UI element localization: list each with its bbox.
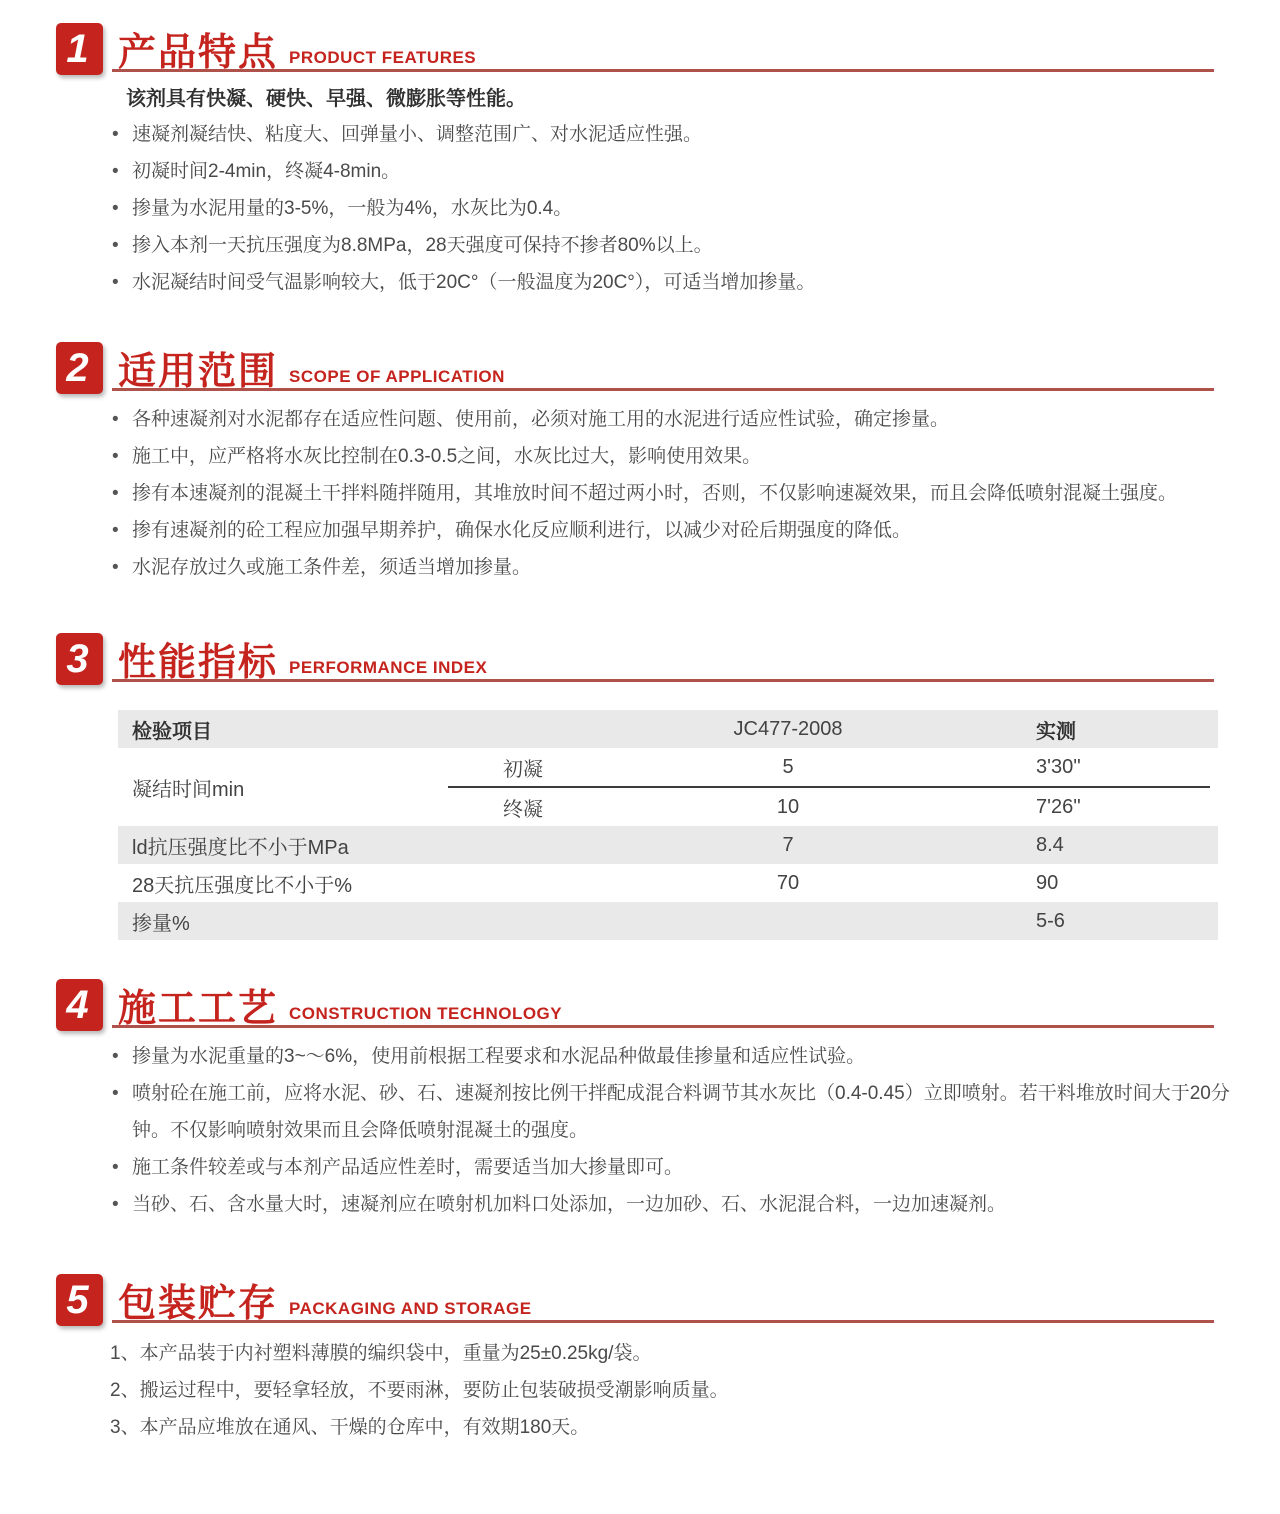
measured-value: 8.4 xyxy=(1036,833,1064,856)
sub-label: 终凝 xyxy=(503,798,543,821)
section-number: 5 xyxy=(66,1277,89,1322)
section-subtitle: PERFORMANCE INDEX xyxy=(289,658,488,677)
bullet-item: • 掺有速凝剂的砼工程应加强早期养护，确保水化反应顺利进行，以减少对砼后期强度的降低。 xyxy=(110,512,1238,549)
features-bullet-list xyxy=(110,116,1238,301)
section-subtitle: PRODUCT FEATURES xyxy=(289,48,477,67)
section-4-header xyxy=(56,976,1240,1028)
section-title: 产品特点 xyxy=(118,31,279,74)
section-title: 施工工艺 xyxy=(118,987,279,1030)
table-row xyxy=(118,826,1218,864)
section-number-badge xyxy=(56,23,103,75)
bullet-item: • 速凝剂凝结快、粘度大、回弹量小、调整范围广、对水泥适应性强。 xyxy=(110,116,1238,153)
section-number: 2 xyxy=(66,345,89,390)
standard-value: 10 xyxy=(776,795,800,818)
section-2-header xyxy=(56,339,1240,391)
section-number-badge xyxy=(56,979,103,1031)
section-title-group xyxy=(118,987,563,1030)
standard-value: 5 xyxy=(782,755,794,778)
section-performance-index xyxy=(0,630,1280,940)
section-product-features xyxy=(0,20,1280,301)
bullet-item: • 水泥凝结时间受气温影响较大，低于20C°（一般温度为20C°），可适当增加掺量。 xyxy=(110,264,1238,301)
measured-value: 7'26'' xyxy=(1036,795,1081,818)
bullet-item: • 施工条件较差或与本剂产品适应性差时，需要适当加大掺量即可。 xyxy=(110,1149,1238,1186)
bullet-item: • 水泥存放过久或施工条件差，须适当增加掺量。 xyxy=(110,549,1238,586)
section-5-header xyxy=(56,1271,1240,1323)
section-title-group xyxy=(118,350,505,393)
row-label: 凝结时间min xyxy=(132,778,245,801)
bullet-item: • 各种速凝剂对水泥都存在适应性问题、使用前，必须对施工用的水泥进行适应性试验，确定掺量。 xyxy=(110,401,1238,438)
section-title-group xyxy=(118,1282,532,1325)
section-number: 3 xyxy=(66,636,89,681)
section-title: 适用范围 xyxy=(118,350,279,393)
section-subtitle: SCOPE OF APPLICATION xyxy=(289,367,505,386)
section-3-header xyxy=(56,630,1240,682)
bullet-item: • 掺有本速凝剂的混凝土干拌料随拌随用，其堆放时间不超过两小时，否则，不仅影响速凝效果，而且会降低喷射混凝土强度。 xyxy=(110,475,1238,512)
table-row xyxy=(118,864,1218,902)
row-label: 掺量% xyxy=(132,912,190,935)
bullet-item: • 喷射砼在施工前，应将水泥、砂、石、速凝剂按比例干拌配成混合料调节其水灰比（0.4-0.45）立即喷射。若干料堆放时间大于20分钟。不仅影响喷射效果而且会降低喷射混凝土的强度。 xyxy=(110,1075,1238,1149)
setting-time-subrows xyxy=(448,748,1218,826)
section-title: 性能指标 xyxy=(118,641,279,684)
setting-time-group-row xyxy=(118,748,1218,826)
construction-bullet-list xyxy=(110,1038,1238,1223)
section-subtitle: PACKAGING AND STORAGE xyxy=(289,1299,532,1318)
list-item: 3、本产品应堆放在通风、干燥的仓库中，有效期180天。 xyxy=(110,1417,590,1438)
performance-table xyxy=(118,710,1218,940)
section-number: 4 xyxy=(66,982,89,1027)
section-scope-of-application xyxy=(0,339,1280,586)
section-construction-technology xyxy=(0,976,1280,1223)
bullet-item: • 掺入本剂一天抗压强度为8.8MPa，28天强度可保持不掺者80%以上。 xyxy=(110,227,1238,264)
standard-value: 70 xyxy=(776,871,800,894)
section-number-badge xyxy=(56,342,103,394)
list-item: 2、搬运过程中，要轻拿轻放，不要雨淋，要防止包装破损受潮影响质量。 xyxy=(110,1380,729,1401)
standard-value: 7 xyxy=(782,833,794,856)
col-header-measured: 实测 xyxy=(1036,720,1076,743)
list-item: 1、本产品装于内衬塑料薄膜的编织袋中，重量为25±0.25kg/袋。 xyxy=(110,1343,652,1364)
table-header-row xyxy=(118,710,1218,748)
section-title-group xyxy=(118,31,477,74)
section-number-badge xyxy=(56,633,103,685)
table-row xyxy=(448,788,1218,826)
measured-value: 5-6 xyxy=(1036,909,1065,932)
scope-bullet-list xyxy=(110,401,1238,586)
section-title-group xyxy=(118,641,488,684)
table-row xyxy=(118,902,1218,940)
col-header-standard: JC477-2008 xyxy=(733,717,843,740)
sub-label: 初凝 xyxy=(503,758,543,781)
bullet-item: • 施工中，应严格将水灰比控制在0.3-0.5之间，水灰比过大，影响使用效果。 xyxy=(110,438,1238,475)
section-number-badge xyxy=(56,1274,103,1326)
packaging-numbered-list xyxy=(110,1335,1238,1446)
bullet-item: • 当砂、石、含水量大时，速凝剂应在喷射机加料口处添加，一边加砂、石、水泥混合料，一边加速凝剂。 xyxy=(110,1186,1238,1223)
measured-value: 3'30'' xyxy=(1036,755,1081,778)
row-label: 28天抗压强度比不小于% xyxy=(132,874,353,897)
section-title: 包装贮存 xyxy=(118,1282,279,1325)
section-subtitle: CONSTRUCTION TECHNOLOGY xyxy=(289,1004,563,1023)
table-row xyxy=(448,748,1218,786)
section-packaging-and-storage xyxy=(0,1271,1280,1446)
measured-value: 90 xyxy=(1036,871,1059,894)
col-header-item: 检验项目 xyxy=(132,720,212,743)
bullet-item: • 掺量为水泥用量的3-5%，一般为4%，水灰比为0.4。 xyxy=(110,190,1238,227)
section-1-header xyxy=(56,20,1240,72)
section-number: 1 xyxy=(66,26,89,71)
features-intro: 该剂具有快凝、硬快、早强、微膨胀等性能。 xyxy=(126,88,526,110)
bullet-item: • 初凝时间2-4min，终凝4-8min。 xyxy=(110,153,1238,190)
row-label: ld抗压强度比不小于MPa xyxy=(132,836,349,859)
bullet-item: • 掺量为水泥重量的3~～6%，使用前根据工程要求和水泥品种做最佳掺量和适应性试验。 xyxy=(110,1038,1238,1075)
